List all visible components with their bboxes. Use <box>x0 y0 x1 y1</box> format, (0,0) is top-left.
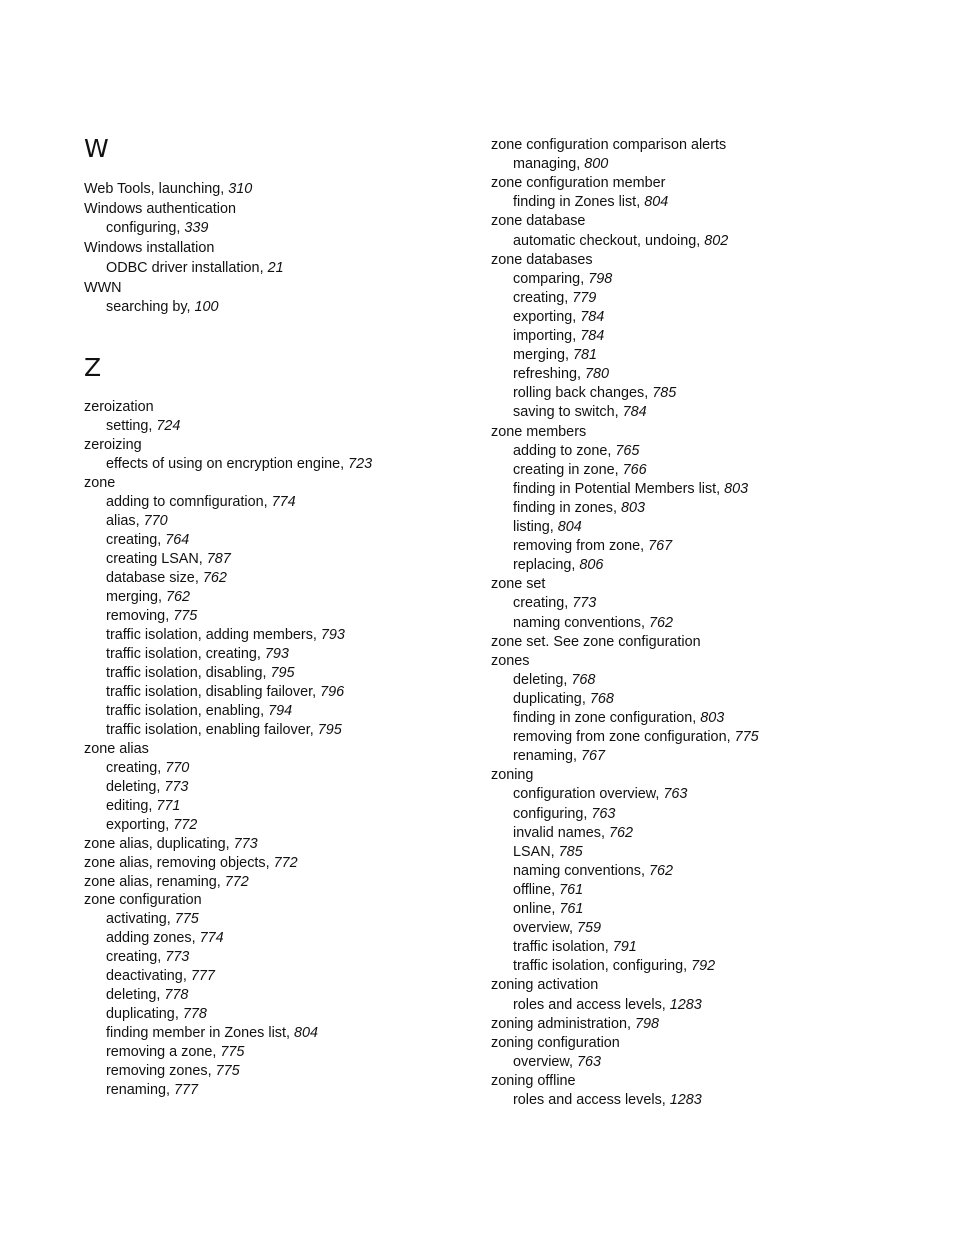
page-number: 1283 <box>669 997 702 1013</box>
entry-text: creating <box>106 760 158 776</box>
entry-text: zeroization <box>84 399 154 415</box>
page-number: 761 <box>559 901 584 917</box>
page-number: 767 <box>648 538 673 554</box>
entry-text: zone configuration member <box>491 175 666 191</box>
index-subentry: LSAN, 785 <box>513 844 583 860</box>
entry-text: WWN <box>84 280 122 296</box>
page-number: 777 <box>174 1082 199 1098</box>
page-number: 768 <box>571 672 596 688</box>
entry-text: database size <box>106 570 195 586</box>
page-number: 787 <box>206 551 231 567</box>
entry-text: activating <box>106 911 167 927</box>
entry-text: deleting <box>513 672 564 688</box>
index-subentry: listing, 804 <box>513 519 582 535</box>
page-number: 775 <box>220 1044 245 1060</box>
entry-text: effects of using on encryption engine <box>106 456 341 472</box>
entry-text: traffic isolation, disabling <box>106 665 263 681</box>
index-subentry: finding in zones, 803 <box>513 500 646 516</box>
index-subentry: creating, 764 <box>106 532 190 548</box>
entry-text: configuration overview <box>513 786 656 802</box>
entry-text: zone members <box>491 424 587 440</box>
index-subentry: adding zones, 774 <box>106 930 224 946</box>
page-number: 800 <box>584 156 609 172</box>
index-subentry: duplicating, 778 <box>106 1006 207 1022</box>
entry-text: naming conventions <box>513 615 641 631</box>
page-number: 768 <box>589 691 614 707</box>
index-subentry: deleting, 768 <box>513 672 596 688</box>
entry-text: zone alias, renaming <box>84 874 217 890</box>
section-letter-w: W <box>84 134 109 163</box>
entry-text: zoning configuration <box>491 1035 620 1051</box>
index-subentry: deactivating, 777 <box>106 968 215 984</box>
index-entry <box>491 766 533 784</box>
index-subentry: effects of using on encryption engine, 723 <box>106 456 373 472</box>
entry-text: duplicating <box>513 691 582 707</box>
entry-text: removing from zone configuration <box>513 729 727 745</box>
entry-text: adding zones <box>106 930 192 946</box>
page-number: 770 <box>143 513 168 529</box>
page-number: 803 <box>700 710 725 726</box>
entry-text: Windows authentication <box>84 201 236 217</box>
page-number: 761 <box>559 882 584 898</box>
page-number: 781 <box>573 347 598 363</box>
page-number: 764 <box>165 532 190 548</box>
page-number: 772 <box>173 817 198 833</box>
index-subentry: saving to switch, 784 <box>513 404 647 420</box>
entry-text: finding in zones <box>513 500 614 516</box>
index-subentry: removing, 775 <box>106 608 198 624</box>
index-subentry: deleting, 773 <box>106 779 189 795</box>
page-number: 784 <box>622 404 647 420</box>
index-subentry: configuring, 763 <box>513 806 616 822</box>
page-number: 791 <box>612 939 637 955</box>
entry-text: configuring <box>106 220 177 236</box>
page-number: 775 <box>174 911 199 927</box>
index-subentry: roles and access levels, 1283 <box>513 1092 702 1108</box>
index-subentry: activating, 775 <box>106 911 199 927</box>
entry-text: renaming <box>513 748 573 764</box>
index-subentry: adding to comnfiguration, 774 <box>106 494 296 510</box>
entry-text: zone set. See zone configuration <box>491 634 701 650</box>
index-subentry: merging, 762 <box>106 589 191 605</box>
page-number: 775 <box>734 729 759 745</box>
index-subentry: removing zones, 775 <box>106 1063 240 1079</box>
page-number: 785 <box>652 385 677 401</box>
entry-text: creating <box>106 532 158 548</box>
page-number: 806 <box>579 557 604 573</box>
entry-text: removing <box>106 608 166 624</box>
entry-text: finding in Potential Members list <box>513 481 717 497</box>
page-number: 795 <box>270 665 295 681</box>
entry-text: listing <box>513 519 550 535</box>
entry-text: zones <box>491 653 530 669</box>
index-entry <box>84 436 142 454</box>
entry-text: removing zones <box>106 1063 208 1079</box>
page-number: 775 <box>215 1063 240 1079</box>
page-number: 339 <box>184 220 209 236</box>
page-number: 784 <box>580 328 605 344</box>
entry-text: zone alias, duplicating <box>84 836 226 852</box>
entry-text: zone alias, removing objects <box>84 855 266 871</box>
index-entry <box>84 200 236 218</box>
entry-text: searching by <box>106 299 187 315</box>
entry-text: zone databases <box>491 252 593 268</box>
index-subentry: renaming, 767 <box>513 748 606 764</box>
entry-text: exporting <box>513 309 573 325</box>
index-subentry: overview, 763 <box>513 1054 602 1070</box>
entry-text: traffic isolation <box>513 939 605 955</box>
entry-text: traffic isolation, enabling failover <box>106 722 310 738</box>
entry-text: naming conventions <box>513 863 641 879</box>
page-number: 773 <box>572 595 597 611</box>
index-subentry: adding to zone, 765 <box>513 443 640 459</box>
index-entry <box>491 136 726 154</box>
entry-text: zoning <box>491 767 534 783</box>
index-subentry: creating in zone, 766 <box>513 462 647 478</box>
entry-text: merging <box>513 347 565 363</box>
index-entry <box>84 474 115 492</box>
page-number: 798 <box>635 1016 660 1032</box>
index-subentry: duplicating, 768 <box>513 691 614 707</box>
page-number: 762 <box>166 589 191 605</box>
section-letter-z: Z <box>84 353 102 382</box>
index-subentry: creating, 770 <box>106 760 190 776</box>
page-number: 762 <box>609 825 634 841</box>
entry-text: traffic isolation, adding members <box>106 627 313 643</box>
entry-text: Windows installation <box>84 240 215 256</box>
index-subentry: traffic isolation, 791 <box>513 939 637 955</box>
entry-text: configuring <box>513 806 584 822</box>
entry-text: exporting <box>106 817 166 833</box>
index-subentry: replacing, 806 <box>513 557 604 573</box>
page-number: 773 <box>164 779 189 795</box>
entry-text: removing from zone <box>513 538 641 554</box>
page-number: 802 <box>704 233 729 249</box>
page-number: 762 <box>649 615 674 631</box>
entry-text: zone database <box>491 213 586 229</box>
page-number: 762 <box>202 570 227 586</box>
entry-text: zoning offline <box>491 1073 576 1089</box>
entry-text: traffic isolation, configuring <box>513 958 684 974</box>
entry-text: roles and access levels <box>513 997 662 1013</box>
index-entry: zone alias, removing objects, 772 <box>84 855 298 871</box>
index-subentry: roles and access levels, 1283 <box>513 997 702 1013</box>
index-entry <box>491 1034 620 1052</box>
entry-text: roles and access levels <box>513 1092 662 1108</box>
index-subentry: offline, 761 <box>513 882 584 898</box>
entry-text: editing <box>106 798 149 814</box>
entry-text: creating in zone <box>513 462 615 478</box>
index-subentry: editing, 771 <box>106 798 181 814</box>
entry-text: replacing <box>513 557 572 573</box>
index-entry <box>84 891 202 909</box>
index-entry <box>491 575 545 593</box>
index-subentry: database size, 762 <box>106 570 227 586</box>
page-number: 774 <box>199 930 224 946</box>
entry-text: overview <box>513 1054 569 1070</box>
index-subentry: online, 761 <box>513 901 584 917</box>
entry-text: creating <box>513 595 565 611</box>
entry-text: creating <box>106 949 158 965</box>
entry-text: creating LSAN <box>106 551 199 567</box>
entry-text: zone <box>84 475 116 491</box>
page-number: 770 <box>165 760 190 776</box>
index-subentry: naming conventions, 762 <box>513 863 674 879</box>
page-number: 804 <box>644 194 669 210</box>
page-number: 773 <box>233 836 258 852</box>
index-entry: zoning administration, 798 <box>491 1016 660 1032</box>
index-subentry: traffic isolation, enabling failover, 795 <box>106 722 342 738</box>
entry-text: deleting <box>106 987 157 1003</box>
page-number: 310 <box>228 181 253 197</box>
entry-text: online <box>513 901 552 917</box>
entry-text: invalid names <box>513 825 601 841</box>
index-subentry: removing from zone, 767 <box>513 538 673 554</box>
entry-text: zoning administration <box>491 1016 627 1032</box>
index-subentry: traffic isolation, configuring, 792 <box>513 958 716 974</box>
page-number: 778 <box>164 987 189 1003</box>
page-number: 771 <box>156 798 181 814</box>
entry-text: offline <box>513 882 552 898</box>
page-number: 780 <box>585 366 610 382</box>
entry-text: comparing <box>513 271 581 287</box>
index-subentry: comparing, 798 <box>513 271 613 287</box>
entry-text: saving to switch <box>513 404 615 420</box>
page-number: 803 <box>724 481 749 497</box>
index-subentry: creating, 773 <box>513 595 597 611</box>
entry-text: zone set <box>491 576 546 592</box>
page-number: 763 <box>577 1054 602 1070</box>
entry-text: zone configuration <box>84 892 202 908</box>
entry-text: zoning activation <box>491 977 599 993</box>
page-number: 784 <box>580 309 605 325</box>
entry-text: finding member in Zones list <box>106 1025 286 1041</box>
entry-text: alias <box>106 513 136 529</box>
index-subentry: refreshing, 780 <box>513 366 610 382</box>
index-subentry: traffic isolation, disabling failover, 796 <box>106 684 345 700</box>
index-subentry: traffic isolation, adding members, 793 <box>106 627 345 643</box>
index-subentry: renaming, 777 <box>106 1082 199 1098</box>
index-entry <box>491 976 598 994</box>
entry-text: traffic isolation, disabling failover <box>106 684 313 700</box>
index-entry <box>84 279 122 297</box>
page-number: 775 <box>173 608 198 624</box>
page-number: 772 <box>273 855 298 871</box>
entry-text: finding in zone configuration <box>513 710 693 726</box>
entry-text: zone alias <box>84 741 149 757</box>
page-number: 724 <box>156 418 181 434</box>
index-subentry: importing, 784 <box>513 328 605 344</box>
page-number: 794 <box>268 703 293 719</box>
page-number: 772 <box>224 874 249 890</box>
index-entry: zone alias, duplicating, 773 <box>84 836 258 852</box>
index-subentry: exporting, 772 <box>106 817 198 833</box>
entry-text: merging <box>106 589 158 605</box>
page-number: 723 <box>348 456 373 472</box>
index-entry <box>84 740 149 758</box>
entry-text: setting <box>106 418 149 434</box>
index-subentry: ODBC driver installation, 21 <box>106 260 284 276</box>
page-number: 766 <box>622 462 647 478</box>
index-subentry: naming conventions, 762 <box>513 615 674 631</box>
index-subentry: finding in Potential Members list, 803 <box>513 481 749 497</box>
index-subentry: removing a zone, 775 <box>106 1044 245 1060</box>
entry-text: traffic isolation, enabling <box>106 703 261 719</box>
page-number: 803 <box>621 500 646 516</box>
page-number: 798 <box>588 271 613 287</box>
page-number: 774 <box>271 494 296 510</box>
page-number: 759 <box>577 920 602 936</box>
index-entry <box>491 174 665 192</box>
page-number: 765 <box>615 443 640 459</box>
entry-text: rolling back changes <box>513 385 645 401</box>
index-subentry: rolling back changes, 785 <box>513 385 677 401</box>
index-entry <box>491 652 529 670</box>
entry-text: overview <box>513 920 569 936</box>
page-number: 779 <box>572 290 597 306</box>
page-number: 793 <box>264 646 289 662</box>
entry-text: deleting <box>106 779 157 795</box>
index-entry <box>84 239 214 257</box>
index-subentry: creating, 773 <box>106 949 190 965</box>
page-number: 763 <box>591 806 616 822</box>
index-subentry: invalid names, 762 <box>513 825 634 841</box>
entry-text: Web Tools, launching <box>84 181 221 197</box>
entry-text: creating <box>513 290 565 306</box>
index-subentry: configuring, 339 <box>106 220 209 236</box>
entry-text: adding to zone <box>513 443 608 459</box>
index-subentry: finding member in Zones list, 804 <box>106 1025 318 1041</box>
index-entry <box>491 1072 576 1090</box>
index-subentry: deleting, 778 <box>106 987 189 1003</box>
entry-text: importing <box>513 328 573 344</box>
index-entry <box>491 212 585 230</box>
entry-text: automatic checkout, undoing <box>513 233 697 249</box>
index-subentry: automatic checkout, undoing, 802 <box>513 233 729 249</box>
page-number: 778 <box>182 1006 207 1022</box>
entry-text: traffic isolation, creating <box>106 646 257 662</box>
index-entry <box>84 398 154 416</box>
index-subentry: managing, 800 <box>513 156 609 172</box>
index-subentry: configuration overview, 763 <box>513 786 688 802</box>
index-entry <box>491 423 586 441</box>
page-number: 792 <box>691 958 716 974</box>
index-entry <box>491 633 701 651</box>
index-subentry: exporting, 784 <box>513 309 605 325</box>
index-subentry: setting, 724 <box>106 418 181 434</box>
page-number: 763 <box>663 786 688 802</box>
page-number: 21 <box>267 260 284 276</box>
index-subentry: alias, 770 <box>106 513 168 529</box>
entry-text: duplicating <box>106 1006 175 1022</box>
page-number: 796 <box>320 684 345 700</box>
page-number: 785 <box>558 844 583 860</box>
index-subentry: overview, 759 <box>513 920 602 936</box>
page-number: 773 <box>165 949 190 965</box>
index-subentry: searching by, 100 <box>106 299 219 315</box>
entry-text: LSAN <box>513 844 551 860</box>
entry-text: managing <box>513 156 577 172</box>
entry-text: refreshing <box>513 366 577 382</box>
index-entry: zone alias, renaming, 772 <box>84 874 249 890</box>
index-subentry: creating, 779 <box>513 290 597 306</box>
index-entry <box>491 251 593 269</box>
index-subentry: finding in Zones list, 804 <box>513 194 669 210</box>
entry-text: ODBC driver installation <box>106 260 260 276</box>
entry-text: finding in Zones list <box>513 194 637 210</box>
page-number: 795 <box>317 722 342 738</box>
page-number: 793 <box>320 627 345 643</box>
index-subentry: merging, 781 <box>513 347 598 363</box>
page-number: 804 <box>557 519 582 535</box>
index-subentry: removing from zone configuration, 775 <box>513 729 759 745</box>
index-subentry: finding in zone configuration, 803 <box>513 710 725 726</box>
index-subentry: traffic isolation, enabling, 794 <box>106 703 293 719</box>
entry-text: adding to comnfiguration <box>106 494 264 510</box>
entry-text: deactivating <box>106 968 183 984</box>
index-subentry: traffic isolation, disabling, 795 <box>106 665 295 681</box>
entry-text: zeroizing <box>84 437 142 453</box>
index-subentry: creating LSAN, 787 <box>106 551 231 567</box>
page-number: 762 <box>649 863 674 879</box>
entry-text: removing a zone <box>106 1044 213 1060</box>
index-subentry: traffic isolation, creating, 793 <box>106 646 289 662</box>
page-number: 804 <box>293 1025 318 1041</box>
page-number: 777 <box>190 968 215 984</box>
index-entry: Web Tools, launching, 310 <box>84 181 253 197</box>
page-number: 100 <box>194 299 219 315</box>
entry-text: renaming <box>106 1082 166 1098</box>
page-number: 767 <box>581 748 606 764</box>
entry-text: zone configuration comparison alerts <box>491 137 727 153</box>
page-number: 1283 <box>669 1092 702 1108</box>
